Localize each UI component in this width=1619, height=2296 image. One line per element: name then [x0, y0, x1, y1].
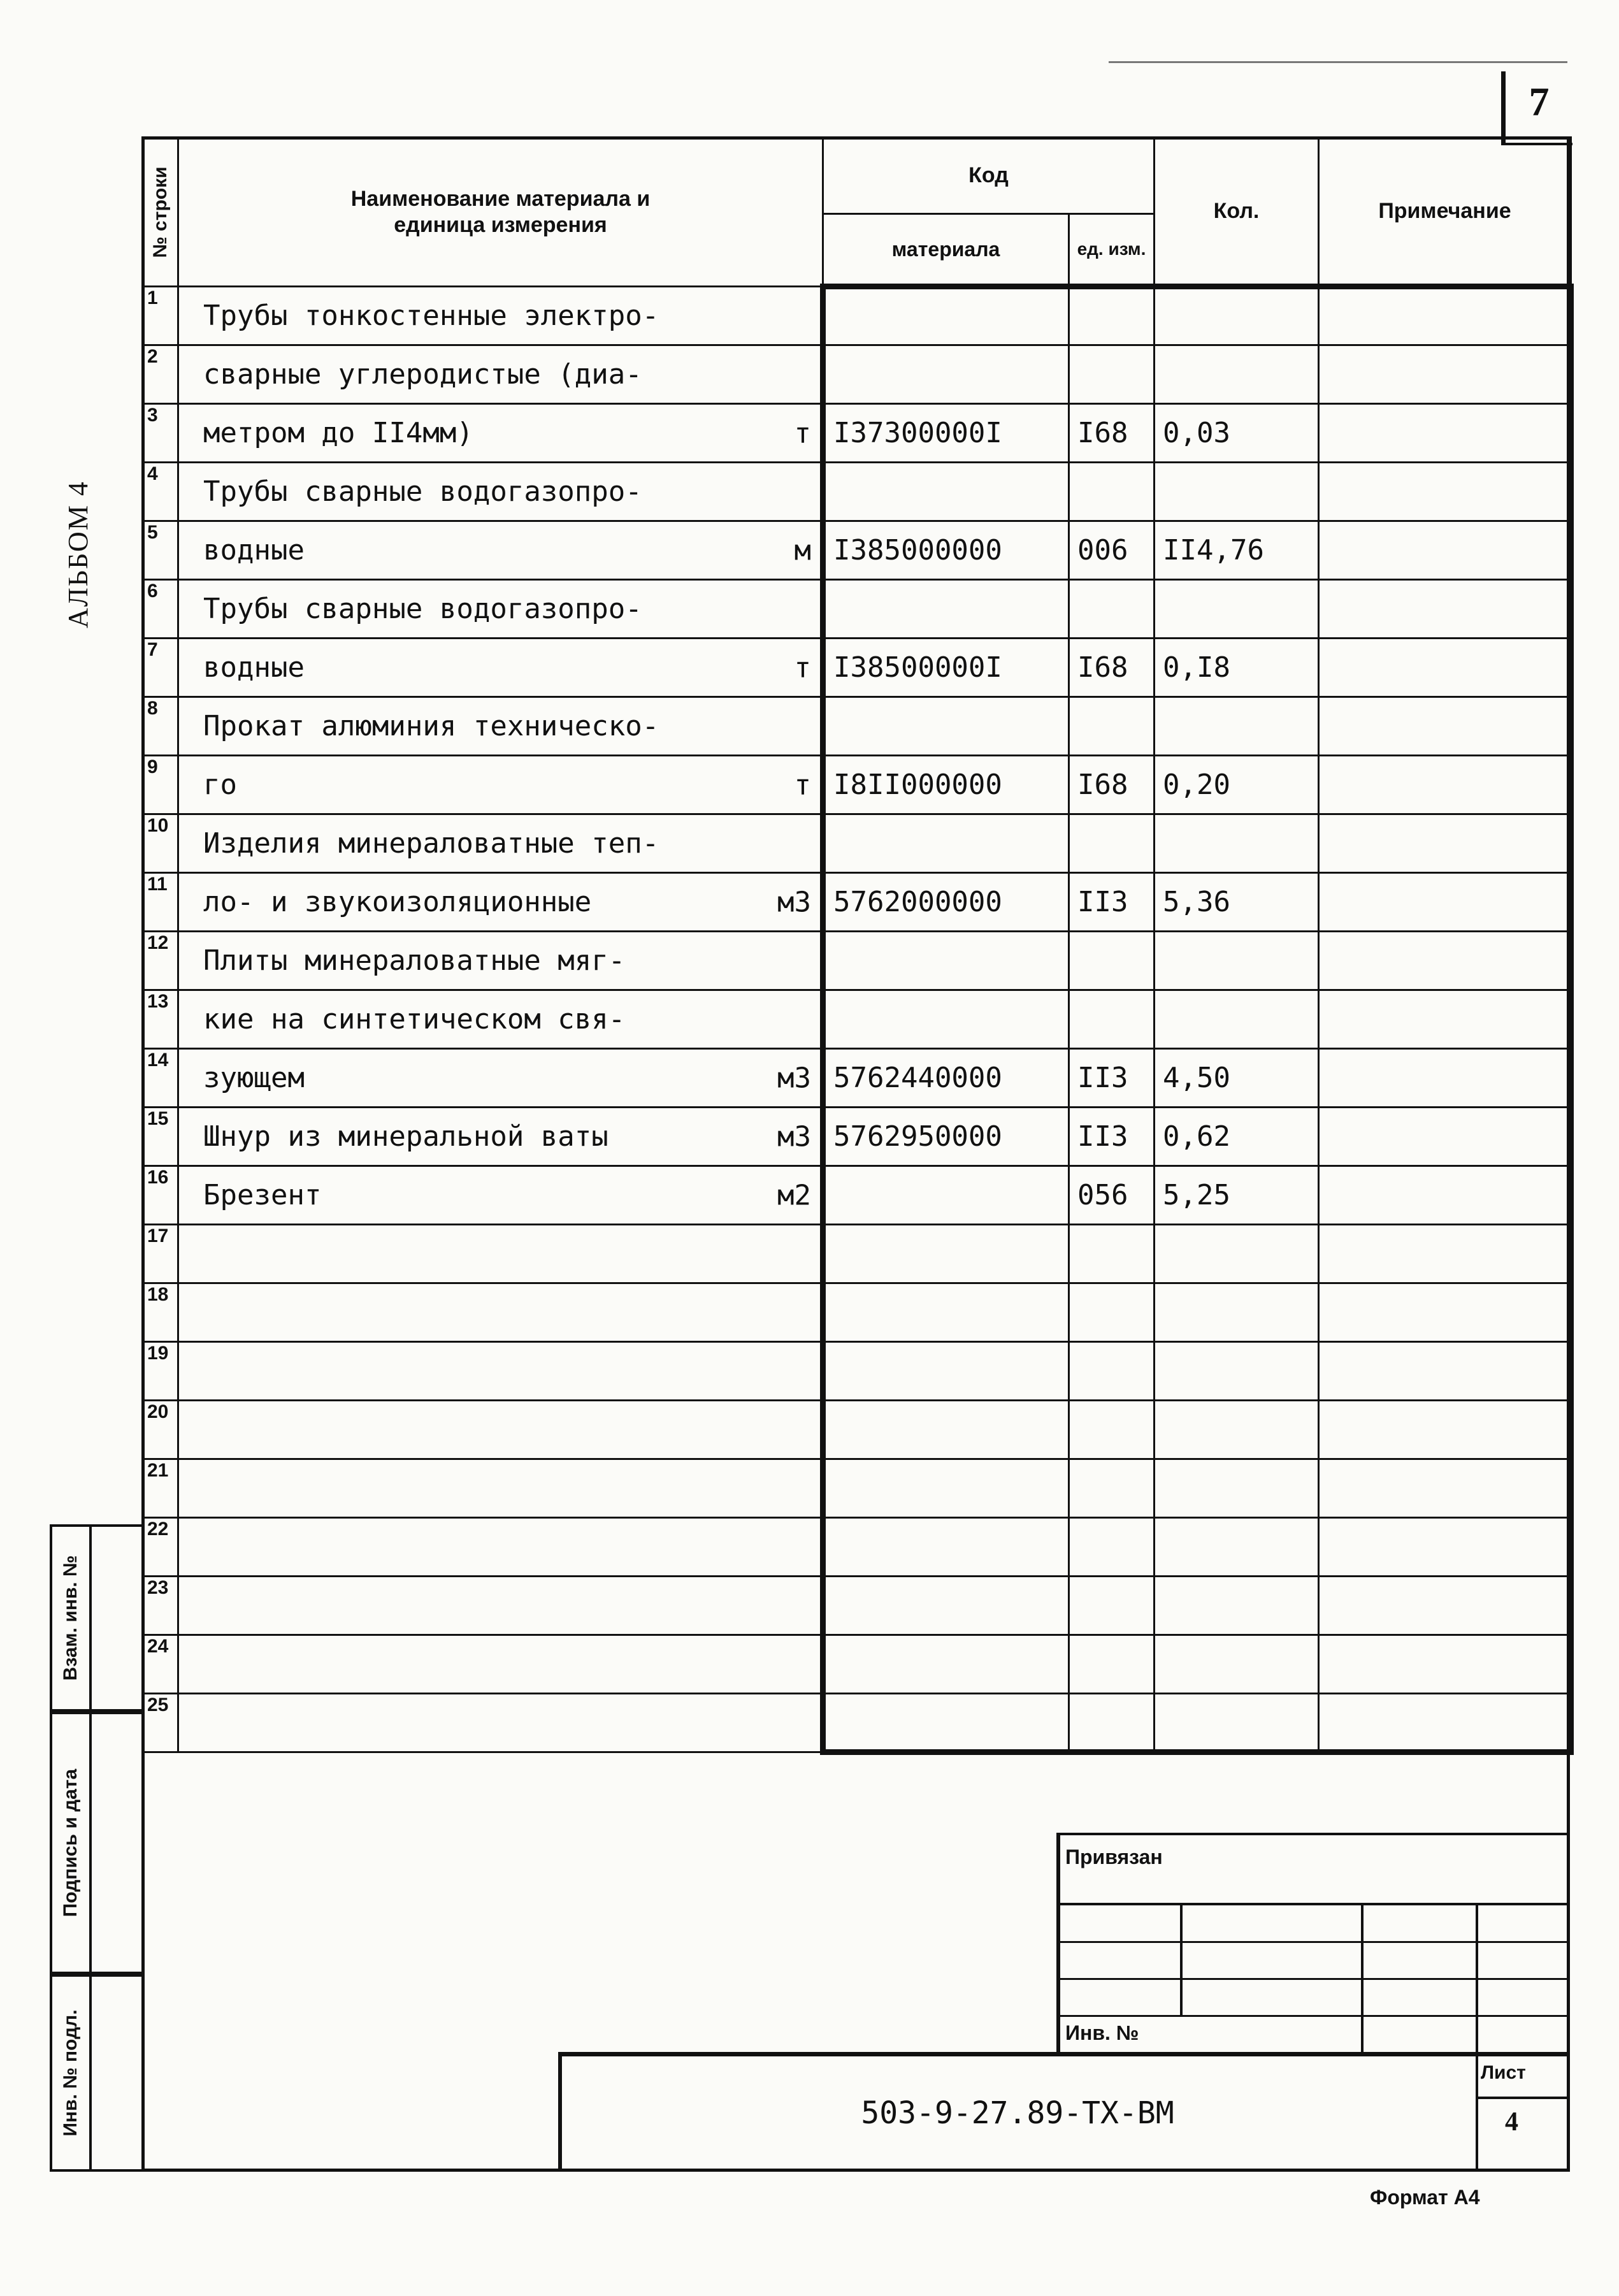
row-number: 18	[143, 1283, 178, 1342]
header-code-material: материала	[823, 214, 1069, 287]
header-name: Наименование материала и единица измерения	[178, 138, 823, 287]
material-unit: м	[794, 534, 811, 567]
row-number: 6	[143, 580, 178, 639]
material-name-text: сварные углеродистые (диа-	[203, 358, 642, 391]
row-number: 15	[143, 1108, 178, 1166]
unit-code: II3	[1069, 873, 1155, 932]
header-qty: Кол.	[1155, 138, 1319, 287]
unit-code: 056	[1069, 1166, 1155, 1225]
material-code: 5762440000	[823, 1049, 1069, 1108]
material-unit: м3	[777, 1120, 811, 1153]
material-code: 5762950000	[823, 1108, 1069, 1166]
material-name-text: Трубы сварные водогазопро-	[203, 475, 642, 508]
row-number: 14	[143, 1049, 178, 1108]
material-code: I385000000	[823, 521, 1069, 580]
row-number: 1	[143, 287, 178, 345]
sheet-number: 4	[1505, 2107, 1518, 2137]
material-name-text: Плиты минераловатные мяг-	[203, 944, 626, 977]
material-unit: т	[794, 417, 811, 449]
unit-code: I68	[1069, 756, 1155, 814]
sheet-label: Лист	[1481, 2062, 1526, 2083]
material-unit: м3	[777, 1062, 811, 1094]
material-name-text: Брезент	[203, 1179, 322, 1211]
quantity: II4,76	[1155, 521, 1319, 580]
material-unit: т	[794, 651, 811, 684]
stamp-podpis-data: Подпись и дата	[50, 1712, 141, 1974]
row-number: 22	[143, 1518, 178, 1577]
material-name-text: зующем	[203, 1062, 305, 1094]
material-name-text: ло- и звукоизоляционные	[203, 886, 592, 918]
material-name-text: водные	[203, 651, 305, 684]
unit-code: II3	[1069, 1108, 1155, 1166]
header-code: Код	[823, 138, 1155, 214]
header-note: Примечание	[1319, 138, 1571, 287]
row-number: 10	[143, 814, 178, 873]
row-number: 7	[143, 639, 178, 697]
header-code-unit: ед. изм.	[1069, 214, 1155, 287]
row-number: 16	[143, 1166, 178, 1225]
row-number: 24	[143, 1635, 178, 1694]
quantity: 5,36	[1155, 873, 1319, 932]
row-number: 12	[143, 932, 178, 990]
material-unit: м2	[777, 1179, 811, 1211]
row-number: 4	[143, 463, 178, 521]
material-name-text: Прокат алюминия техническо-	[203, 710, 659, 742]
material-name-text: Трубы тонкостенные электро-	[203, 300, 659, 332]
page-number: 7	[1501, 71, 1572, 145]
row-number: 13	[143, 990, 178, 1049]
material-code: I37300000I	[823, 404, 1069, 463]
privyazan-label: Привязан	[1065, 1845, 1163, 1868]
inv-no-label: Инв. №	[1065, 2021, 1139, 2044]
unit-code: I68	[1069, 639, 1155, 697]
row-number: 5	[143, 521, 178, 580]
unit-code: 006	[1069, 521, 1155, 580]
format-label: Формат А4	[1370, 2186, 1480, 2209]
row-number: 9	[143, 756, 178, 814]
material-unit: м3	[777, 886, 811, 918]
row-number: 23	[143, 1577, 178, 1635]
unit-code: I68	[1069, 404, 1155, 463]
row-number: 25	[143, 1694, 178, 1752]
header-row-number: № строки	[143, 138, 178, 287]
page-frame	[141, 136, 1570, 2172]
material-name-text: кие на синтетическом свя-	[203, 1003, 626, 1036]
material-name-text: го	[203, 769, 237, 801]
row-number: 11	[143, 873, 178, 932]
row-number: 21	[143, 1459, 178, 1518]
material-name-text: Трубы сварные водогазопро-	[203, 593, 642, 625]
quantity: 0,62	[1155, 1108, 1319, 1166]
material-name-text: Шнур из минеральной ваты	[203, 1120, 608, 1153]
quantity: 5,25	[1155, 1166, 1319, 1225]
material-name-text: водные	[203, 534, 305, 567]
row-number: 19	[143, 1342, 178, 1401]
material-unit: т	[794, 769, 811, 801]
stamp-vzam-inv: Взам. инв. №	[50, 1524, 141, 1712]
row-number: 17	[143, 1225, 178, 1283]
quantity: 0,03	[1155, 404, 1319, 463]
quantity: 0,I8	[1155, 639, 1319, 697]
row-number: 20	[143, 1401, 178, 1459]
unit-code: II3	[1069, 1049, 1155, 1108]
material-code: I38500000I	[823, 639, 1069, 697]
quantity: 0,20	[1155, 756, 1319, 814]
material-name-text: Изделия минераловатные теп-	[203, 827, 659, 860]
row-number: 8	[143, 697, 178, 756]
stamp-inv-podl: Инв. № подл.	[50, 1974, 141, 2172]
album-label: АЛЬБОМ 4	[62, 480, 94, 628]
material-code: 5762000000	[823, 873, 1069, 932]
material-code: I8II000000	[823, 756, 1069, 814]
row-number: 2	[143, 345, 178, 404]
top-rule	[1109, 61, 1567, 63]
quantity: 4,50	[1155, 1049, 1319, 1108]
document-number: 503-9-27.89-ТХ-ВМ	[861, 2095, 1174, 2131]
row-number: 3	[143, 404, 178, 463]
material-name-text: метром до II4мм)	[203, 417, 473, 449]
